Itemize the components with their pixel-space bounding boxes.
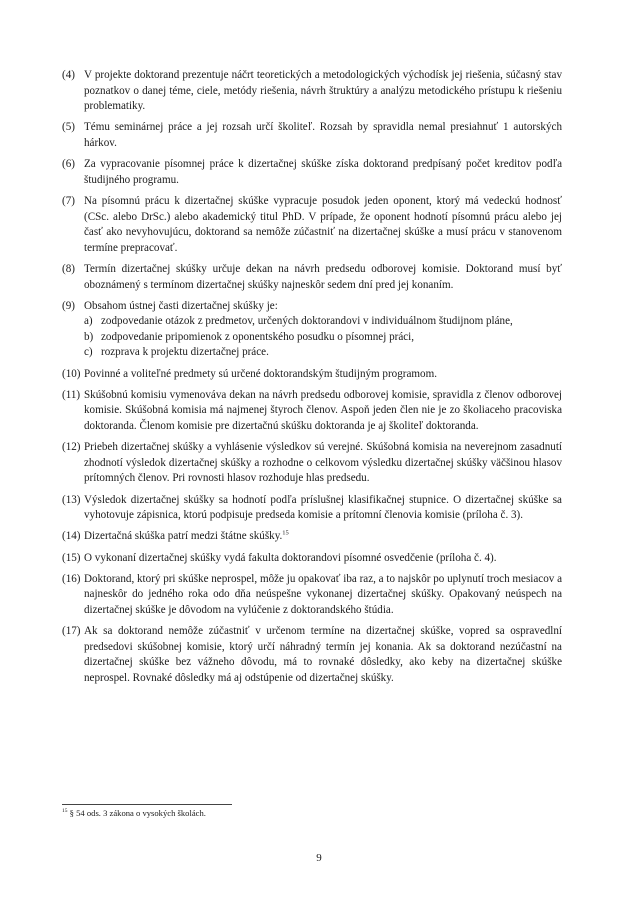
clause-text: Doktorand, ktorý pri skúške neprospel, môže ju opakovať iba raz, a to najskôr po uplynutí troch mesiacov a najneskôr do jedného roka odo dňa neúspešne vykonanej dizertačnej skúšky. Opakovaný neúspech na dizertačnej skúške je dôvodom na vylúčenie z doktorandského štúdia. [84, 572, 562, 616]
clause-item [62, 493, 562, 524]
clause-text: Priebeh dizertačnej skúšky a vyhlásenie výsledkov sú verejné. Skúšobná komisia na neverejnom zasadnutí zhodnotí výsledok dizertačnej skúšky a rozhodne o celkovom výsledku dizertačnej skúšky väčšinou hlasov prítomných členov. Pri rovnosti hlasov rozhoduje hlas predsedu. [84, 441, 562, 485]
clause-body [84, 388, 562, 435]
footnote-number: 15 [62, 808, 68, 815]
clause-body [84, 68, 562, 115]
clause-number: (16) [62, 572, 81, 585]
clause-body [84, 194, 562, 256]
clause-number: (8) [62, 262, 75, 275]
sub-item-text: zodpovedanie pripomienok z oponentského posudku o písomnej práci, [101, 330, 415, 343]
clause-item [62, 262, 562, 293]
clause-number: (14) [62, 530, 81, 543]
sub-item [84, 345, 562, 361]
clause-text: Obsahom ústnej časti dizertačnej skúšky je: [84, 299, 278, 312]
clause-number: (4) [62, 69, 75, 81]
sub-item-letter: a) [84, 315, 93, 328]
footnote-reference: 15 [282, 529, 289, 537]
clause-text: Tému seminárnej práce a jej rozsah určí školiteľ. Rozsah by spravidla nemal presiahnuť 1 autorských hárkov. [84, 121, 562, 149]
clause-number: (11) [62, 388, 81, 401]
clause-item [62, 194, 562, 256]
clause-number: (9) [62, 299, 75, 312]
sub-item-text: zodpovedanie otázok z predmetov, určených doktorandovi v individuálnom študijnom pláne, [101, 315, 513, 328]
clause-item [62, 572, 562, 619]
clause-body [84, 551, 562, 567]
clause-text: Skúšobnú komisiu vymenováva dekan na návrh predsedu odborovej komisie, spravidla z členov odborovej komisie. Skúšobná komisia má najmenej štyroch členov. Aspoň jeden člen nie je zo školiaceho pracoviska doktoranda. Členom komisie pre dizertačnú skúšku doktoranda je aj školiteľ doktoranda. [84, 388, 562, 433]
clause-body [84, 493, 562, 524]
sub-item-letter: b) [84, 330, 94, 343]
clause-text: O vykonaní dizertačnej skúšky vydá fakulta doktorandovi písomné osvedčenie (príloha č. 4). [84, 551, 497, 564]
footnote [62, 808, 206, 819]
clause-list [62, 68, 562, 692]
clause-body [84, 157, 562, 188]
clause-body [84, 572, 562, 619]
clause-number: (15) [62, 551, 81, 564]
clause-item [62, 367, 562, 383]
sub-item-text: rozprava k projektu dizertačnej práce. [101, 346, 269, 359]
clause-item [62, 440, 562, 487]
clause-body [84, 367, 562, 383]
clause-text: Povinné a voliteľné predmety sú určené doktorandským študijným programom. [84, 367, 437, 380]
clause-body [84, 299, 562, 361]
clause-body [84, 440, 562, 487]
clause-number: (10) [62, 367, 81, 380]
footnote-text: § 54 ods. 3 zákona o vysokých školách. [69, 808, 206, 818]
clause-number: (13) [62, 493, 81, 506]
clause-item [62, 157, 562, 188]
clause-item [62, 299, 562, 361]
sub-item [84, 314, 562, 330]
clause-text: Na písomnú prácu k dizertačnej skúške vypracuje posudok jeden oponent, ktorý má vedeckú hodnosť (CSc. alebo DrSc.) alebo akademický titul PhD. V prípade, že oponent hodnotí písomnú prácu alebo jej časť ako nevyhovujúcu, doktorand sa nemôže zúčastniť na dizertačnej skúške a musí prácu v stanovenom termíne prepracovať. [84, 194, 562, 254]
clause-text: V projekte doktorand prezentuje náčrt teoretických a metodologických východísk jej riešenia, súčasný stav poznatkov o danej téme, ciele, metódy riešenia, návrh štruktúry a analýzu metodického prístupu k riešeniu problematiky. [84, 69, 562, 113]
clause-number: (17) [62, 625, 81, 638]
clause-item [62, 68, 562, 115]
clause-text: Dizertačná skúška patrí medzi štátne skúšky. [84, 530, 283, 543]
clause-number: (7) [62, 194, 75, 207]
clause-item [62, 624, 562, 686]
clause-text: Výsledok dizertačnej skúšky sa hodnotí podľa príslušnej klasifikačnej stupnice. O dizertačnej skúške sa vyhotovuje zápisnica, ktorú podpisuje predseda komisie a prítomní členovia komisie (príloha č. 3). [84, 493, 562, 522]
sub-item [84, 330, 562, 346]
clause-item [62, 551, 562, 567]
clause-body [84, 120, 562, 151]
clause-text: Za vypracovanie písomnej práce k dizertačnej skúške získa doktorand predpísaný počet kreditov podľa študijného programu. [84, 158, 562, 186]
clause-body [84, 624, 562, 686]
page-number: 9 [316, 852, 322, 864]
clause-number: (5) [62, 121, 75, 134]
clause-body [84, 262, 562, 293]
clause-number: (12) [62, 441, 81, 454]
clause-text: Termín dizertačnej skúšky určuje dekan na návrh predsedu odborovej komisie. Doktorand musí byť oboznámený s termínom dizertačnej skúšky najneskôr sedem dní pred jej konaním. [84, 262, 562, 291]
footnote-rule [62, 804, 232, 805]
clause-text: Ak sa doktorand nemôže zúčastniť v určenom termíne na dizertačnej skúške, vopred sa ospravedlní predsedovi skúšobnej komisie, ktorý určí náhradný termín jej konania. Ak sa doktorand nezúčastní na dizertačnej skúške bez vážneho dôvodu, má to rovnaké dôsledky, ako keby na dizertačnej skúške neprospel. Rovnaké dôsledky má aj odstúpenie od dizertačnej skúšky. [84, 625, 562, 684]
clause-item [62, 388, 562, 435]
sub-item-letter: c) [84, 346, 93, 359]
clause-number: (6) [62, 158, 75, 171]
clause-item [62, 529, 562, 545]
clause-body [84, 529, 562, 545]
clause-item [62, 120, 562, 151]
